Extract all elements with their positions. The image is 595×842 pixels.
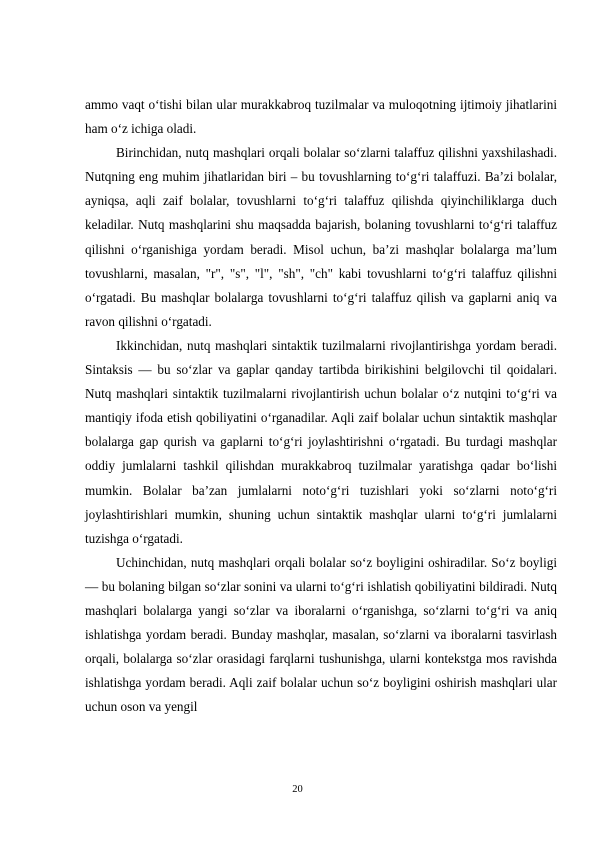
- paragraph-syntax: Ikkinchidan, nutq mashqlari sintaktik tuzilmalarni rivojlantirishga yordam beradi. Sintaksis — bu so‘zlar va gaplar qanday tartibda birikishini belgilovchi til qoidalari. Nutq mashqlari sintaktik tuzilmalarni rivojlantirish uchun bolalar o‘z nutqini to‘g‘ri va mantiqiy ifoda etish qobiliyatini o‘rganadilar. Aqli zaif bolalar uchun sintaktik mashqlar bolalarga gap qurish va gaplarni to‘g‘ri joylashtirishni o‘rgatadi. Bu turdagi mashqlar oddiy jumlalarni tashkil qilishdan murakkabroq tuzilmalar yaratishga qadar bo‘lishi mumkin. Bolalar ba’zan jumlalarni noto‘g‘ri tuzishlari yoki so‘zlarni noto‘g‘ri joylashtirishlari mumkin, shuning uchun sintaktik mashqlar ularni to‘g‘ri jumlalarni tuzishga o‘rgatadi.: [85, 337, 557, 546]
- body-text: [85, 93, 557, 719]
- paragraph-pronunciation: Birinchidan, nutq mashqlari orqali bolalar so‘zlarni talaffuz qilishni yaxshilashadi. Nutqning eng muhim jihatlaridan biri – bu tovushlarning to‘g‘ri talaffuzi. Ba’zi bolalar, ayniqsa, aqli zaif bolalar, tovushlarni to‘g‘ri talaffuz qilishda qiyinchiliklarga duch keladilar. Nutq mashqlarini shu maqsadda bajarish, bolaning tovushlarni to‘g‘ri talaffuz qilishni o‘rganishiga yordam beradi. Misol uchun, ba’zi mashqlar bolalarga ma’lum tovushlarni, masalan, "r", "s", "l", "sh", "ch" kabi tovushlarni to‘g‘ri talaffuz qilishni o‘rgatadi. Bu mashqlar bolalarga tovushlarni to‘g‘ri talaffuz qilish va gaplarni aniq va ravon qilishni o‘rgatadi.: [85, 145, 557, 329]
- paragraph-vocabulary: Uchinchidan, nutq mashqlari orqali bolalar so‘z boyligini oshiradilar. So‘z boyligi — bu bolaning bilgan so‘zlar sonini va ularni to‘g‘ri ishlatish qobiliyatini bildiradi. Nutq mashqlari bolalarga yangi so‘zlar va iboralarni o‘rganishga, so‘zlarni to‘g‘ri va aniq ishlatishga yordam beradi. Bunday mashqlar, masalan, so‘zlarni va iboralarni tasvirlash orqali, bolalarga so‘zlar orasidagi farqlarni tushunishga, ularni kontekstga mos ravishda ishlatishga yordam beradi. Aqli zaif bolalar uchun so‘z boyligini oshirish mashqlari ular uchun oson va yengil: [85, 554, 557, 715]
- paragraph-continuation: ammo vaqt o‘tishi bilan ular murakkabroq tuzilmalar va muloqotning ijtimoiy jihatlarini ham o‘z ichiga oladi.: [85, 97, 557, 137]
- page-number: 20: [292, 784, 303, 795]
